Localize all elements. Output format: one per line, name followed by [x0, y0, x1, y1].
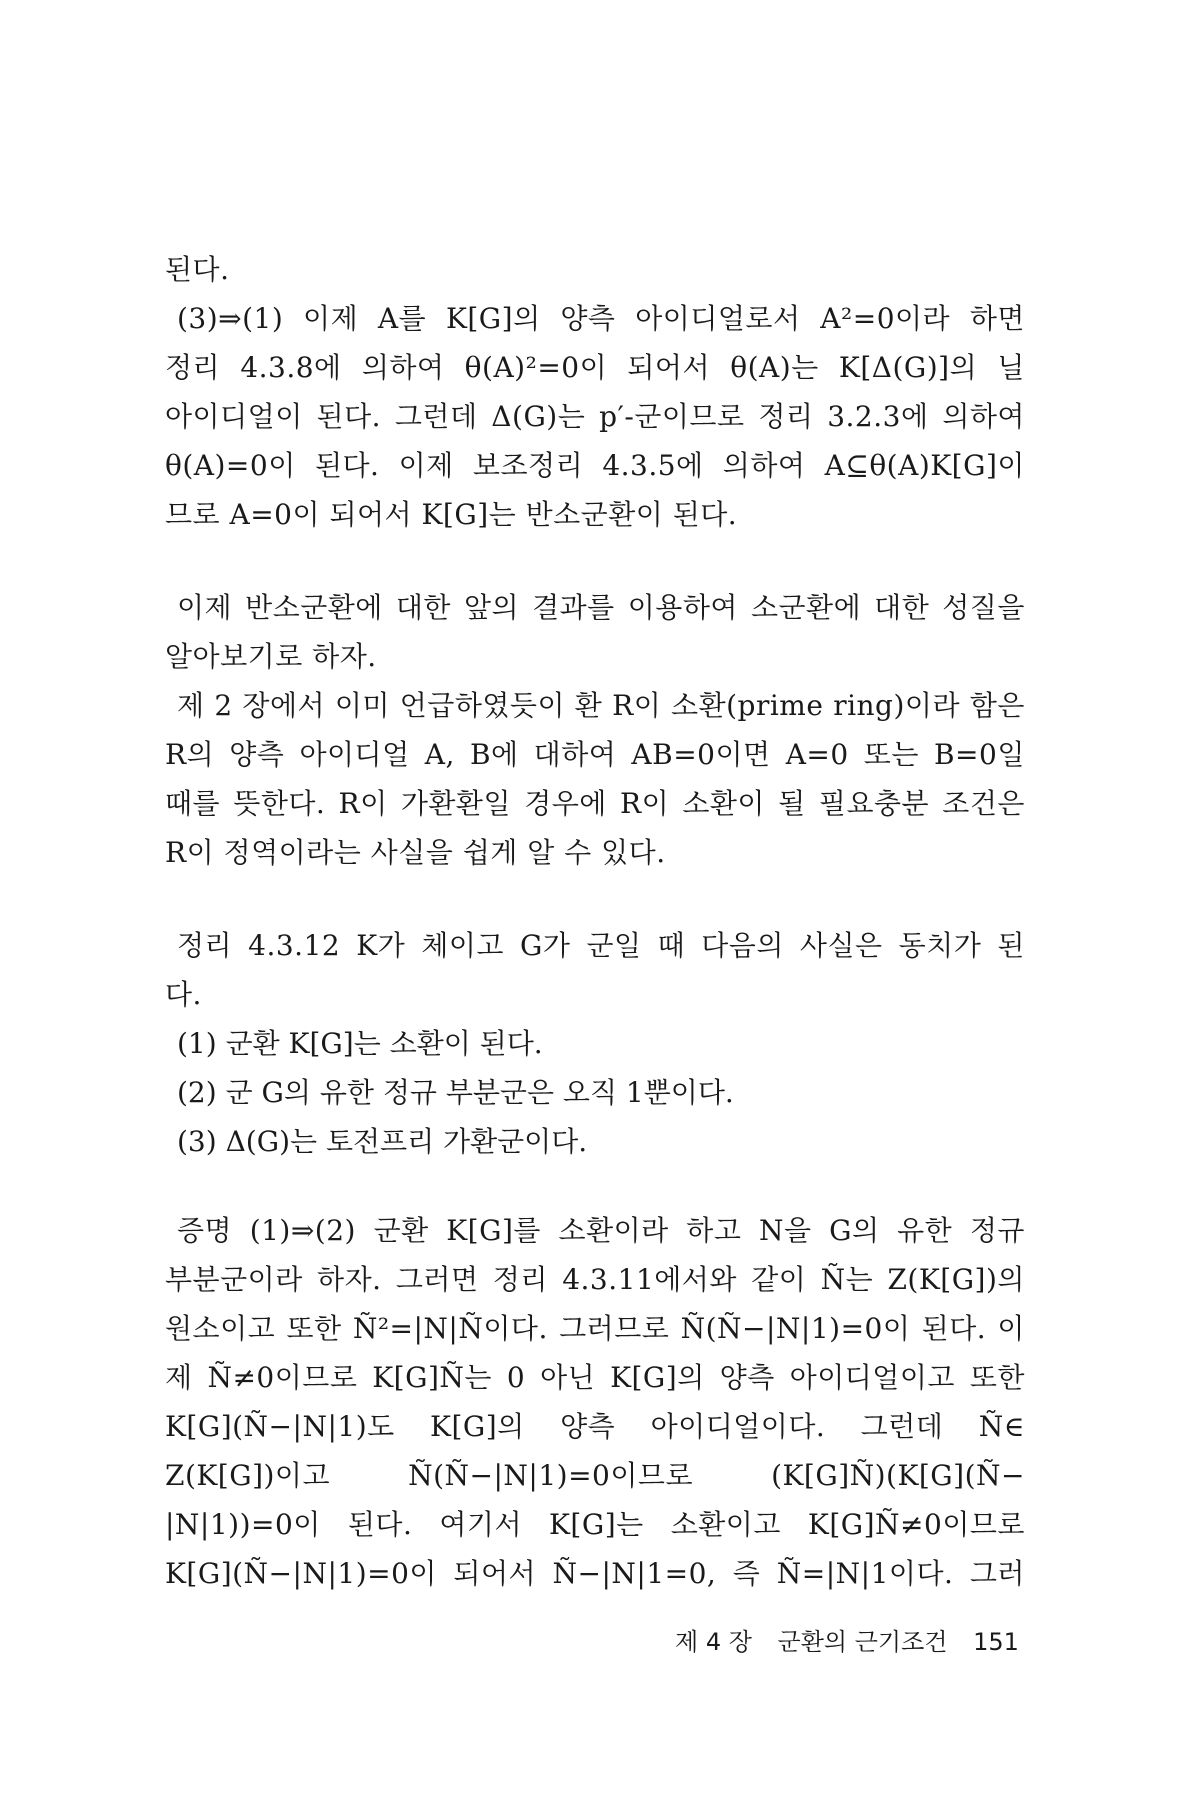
page-body — [165, 245, 1025, 1598]
text-line: 제 Ñ≠0이므로 K[G]Ñ는 0 아닌 K[G]의 양측 아이디얼이고 또한 — [165, 1361, 1025, 1394]
text-line: 이제 반소군환에 대한 앞의 결과를 이용하여 소군환에 대한 성질을 — [177, 591, 1025, 624]
theorem-items — [165, 1019, 1025, 1166]
theorem-item: (2) 군 G의 유한 정규 부분군은 오직 1뿐이다. — [177, 1076, 734, 1109]
text-line: 아이디얼이 된다. 그런데 Δ(G)는 p′-군이므로 정리 3.2.3에 의하여 — [165, 400, 1025, 433]
text-line: |N|1))=0이 된다. 여기서 K[G]는 소환이고 K[G]Ñ≠0이므로 — [165, 1508, 1025, 1541]
text-line: 정리 4.3.8에 의하여 θ(A)²=0이 되어서 θ(A)는 K[Δ(G)]의 닐 — [165, 351, 1025, 384]
theorem-item: (3) Δ(G)는 토전프리 가환군이다. — [177, 1125, 588, 1158]
footer-chapter-title: 군환의 근기조건 — [777, 1628, 948, 1656]
text-line: R이 정역이라는 사실을 쉽게 알 수 있다. — [165, 836, 666, 869]
text-line: 알아보기로 하자. — [165, 640, 377, 673]
text-line: 부분군이라 하자. 그러면 정리 4.3.11에서와 같이 Ñ는 Z(K[G])의 — [165, 1263, 1025, 1296]
page-footer — [675, 1622, 1019, 1657]
text-line: θ(A)=0이 된다. 이제 보조정리 4.3.5에 의하여 A⊆θ(A)K[G]이 — [165, 449, 1025, 482]
paragraph-proof-end — [165, 245, 1025, 539]
paragraph-prime-ring — [165, 681, 1025, 877]
theorem-statement — [165, 921, 1025, 1019]
text-line: 때를 뜻한다. R이 가환환일 경우에 R이 소환이 될 필요충분 조건은 — [165, 787, 1025, 820]
page-number: 151 — [973, 1628, 1019, 1656]
text-line: K[G](Ñ−|N|1)=0이 되어서 Ñ−|N|1=0, 즉 Ñ=|N|1이다. 그러 — [165, 1557, 1025, 1590]
text-line: 제 2 장에서 이미 언급하였듯이 환 R이 소환(prime ring)이라 함은 — [177, 689, 1025, 722]
text-line: 된다. — [165, 253, 230, 286]
text-line: 므로 A=0이 되어서 K[G]는 반소군환이 된다. — [165, 498, 738, 531]
text-line: K[G](Ñ−|N|1)도 K[G]의 양측 아이디얼이다. 그런데 Ñ∈ — [165, 1410, 1025, 1443]
footer-chapter: 제 4 장 — [675, 1628, 752, 1656]
text-line: Z(K[G])이고 Ñ(Ñ−|N|1)=0이므로 (K[G]Ñ)(K[G](Ñ− — [165, 1459, 1025, 1492]
paragraph-intro — [165, 583, 1025, 681]
paragraph-proof — [165, 1206, 1025, 1598]
text-line: (3)⇒(1) 이제 A를 K[G]의 양측 아이디얼로서 A²=0이라 하면 — [177, 302, 1025, 335]
text-line: R의 양측 아이디얼 A, B에 대하여 AB=0이면 A=0 또는 B=0일 — [165, 738, 1025, 771]
theorem-heading: 정리 4.3.12 K가 체이고 G가 군일 때 다음의 사실은 동치가 된 — [177, 929, 1025, 962]
proof-heading: 증명 (1)⇒(2) 군환 K[G]를 소환이라 하고 N을 G의 유한 정규 — [177, 1214, 1025, 1247]
text-line: 원소이고 또한 Ñ²=|N|Ñ이다. 그러므로 Ñ(Ñ−|N|1)=0이 된다. 이 — [165, 1312, 1025, 1345]
text-line: 다. — [165, 978, 202, 1011]
theorem-item: (1) 군환 K[G]는 소환이 된다. — [177, 1027, 543, 1060]
